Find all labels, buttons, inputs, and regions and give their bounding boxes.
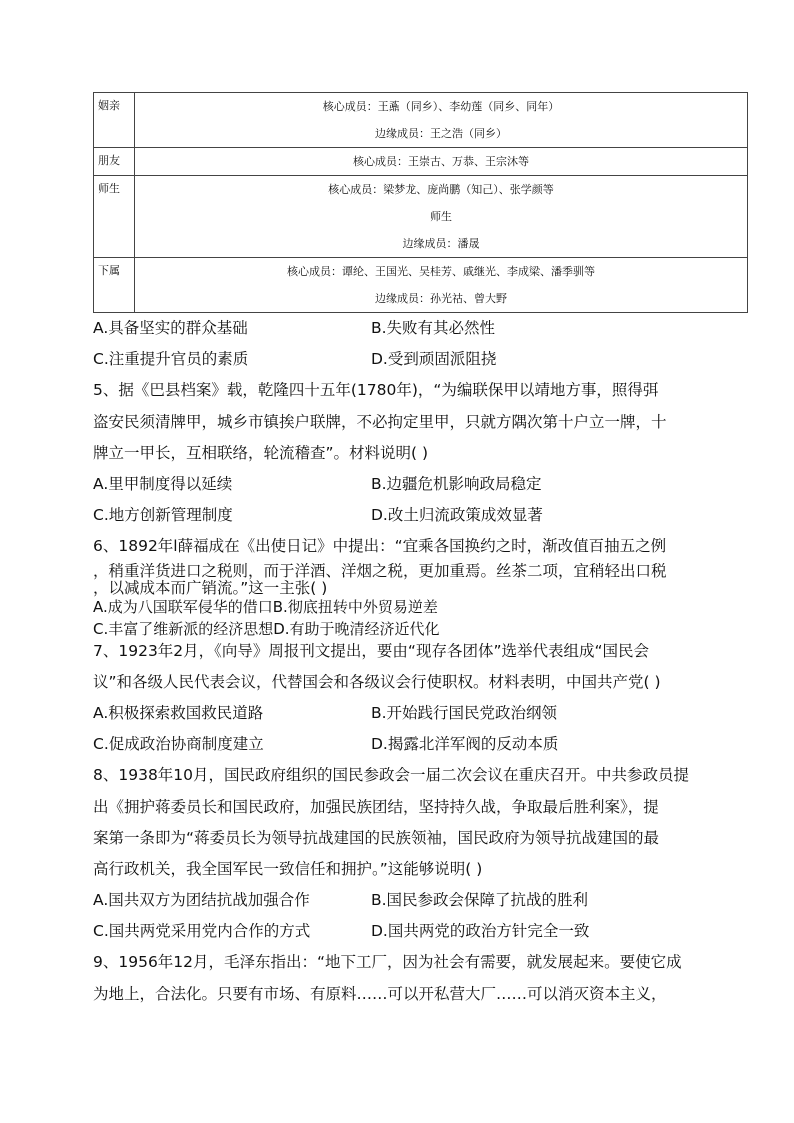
q4-option-d: D.受到顽固派阻挠 bbox=[371, 350, 497, 368]
q8-stem-line: 8、1938年10月，国民政府组织的国民参政会一届二次会议在重庆召开。中共参政员提 bbox=[93, 766, 690, 784]
q5-option-b: B.边疆危机影响政局稳定 bbox=[371, 475, 542, 493]
q5-option-a: A.里甲制度得以延续 bbox=[93, 475, 233, 493]
table-line: 师生 bbox=[430, 210, 452, 223]
q6-stem-line: ，以减成本而广销流。”这一主张( ) bbox=[93, 579, 328, 597]
q8-stem-line: 出《拥护蒋委员长和国民政府，加强民族团结，坚持持久战，争取最后胜利案》，提 bbox=[93, 798, 659, 816]
table-line: 核心成员：王崇古、万恭、王宗沐等 bbox=[353, 155, 529, 168]
q5-option-c: C.地方创新管理制度 bbox=[93, 506, 233, 524]
table-line: 核心成员：王鼒（同乡）、李幼莲（同乡、同年） bbox=[322, 100, 560, 113]
q7-option-d: D.揭露北洋军阀的反动本质 bbox=[371, 735, 559, 753]
q9-stem-line: 为地上，合法化。只要有市场、有原料……可以开私营大厂……可以消灭资本主义， bbox=[93, 985, 667, 1003]
q4-option-b: B.失败有其必然性 bbox=[371, 319, 496, 337]
table-row bbox=[94, 176, 748, 258]
table-category-cell: 姻亲 bbox=[94, 93, 135, 148]
q7-stem-line: 7、1923年2月，《向导》周报刊文提出，要由“现存各团体”选举代表组成“国民会 bbox=[93, 642, 650, 660]
q8-stem-line: 高行政机关，我全国军民一致信任和拥护。”这能够说明( ) bbox=[93, 860, 483, 878]
table-category-cell: 下属 bbox=[94, 258, 135, 313]
table-content-cell bbox=[135, 93, 748, 148]
q4-option-c: C.注重提升官员的素质 bbox=[93, 350, 249, 368]
table-content-cell bbox=[135, 176, 748, 258]
table-line: 边缘成员：王之浩（同乡） bbox=[375, 127, 507, 140]
table-content-cell bbox=[135, 258, 748, 313]
table-line: 边缘成员：孙光祜、曾大野 bbox=[375, 292, 507, 305]
q5-option-d: D.改土归流政策成效显著 bbox=[371, 506, 543, 524]
q8-stem-line: 案第一条即为“蒋委员长为领导抗战建国的民族领袖，国民政府为领导抗战建国的最 bbox=[93, 829, 660, 847]
q7-option-c: C.促成政治协商制度建立 bbox=[93, 735, 264, 753]
q8-option-b: B.国民参政会保障了抗战的胜利 bbox=[371, 891, 589, 909]
relationship-table bbox=[93, 92, 748, 313]
q5-stem-line: 盗安民须清牌甲，城乡市镇挨户联牌，不必拘定里甲，只就方隅次第十户立一牌，十 bbox=[93, 413, 667, 431]
q9-stem-line: 9、1956年12月，毛泽东指出：“地下工厂，因为社会有需要，就发展起来。要使它成 bbox=[93, 953, 682, 971]
q8-option-c: C.国共两党采用党内合作的方式 bbox=[93, 922, 311, 940]
q7-stem-line: 议”和各级人民代表会议，代替国会和各级议会行使职权。材料表明，中国共产党( ) bbox=[93, 673, 661, 691]
table-content-cell bbox=[135, 148, 748, 176]
q6-option-cd: C.丰富了维新派的经济思想D.有助于晚清经济近代化 bbox=[93, 620, 440, 638]
q5-stem-line: 牌立一甲长，互相联络，轮流稽查”。材料说明( ) bbox=[93, 444, 429, 462]
q7-option-b: B.开始践行国民党政治纲领 bbox=[371, 704, 558, 722]
q6-stem-line: ，稍重洋货进口之税则，而于洋酒、洋烟之税，更加重焉。丝茶二项，宜稍轻出口税 bbox=[93, 562, 667, 580]
q6-stem-line: 6、1892年l薛福成在《出使日记》中提出：“宜乘各国换约之时，渐改值百抽五之例 bbox=[93, 537, 667, 555]
q8-option-d: D.国共两党的政治方针完全一致 bbox=[371, 922, 590, 940]
table-category-cell: 朋友 bbox=[94, 148, 135, 176]
q5-stem-line: 5、据《巴县档案》载，乾隆四十五年(1780年)，“为编联保甲以靖地方事，照得弭 bbox=[93, 381, 659, 399]
table-row bbox=[94, 93, 748, 148]
q6-option-ab: A.成为八国联军侵华的借口B.彻底扭转中外贸易逆差 bbox=[93, 598, 438, 616]
q4-option-a: A.具备坚实的群众基础 bbox=[93, 319, 248, 337]
table-row bbox=[94, 148, 748, 176]
q8-option-a: A.国共双方为团结抗战加强合作 bbox=[93, 891, 310, 909]
table-line: 核心成员：谭纶、王国光、吴桂芳、戚继光、李成梁、潘季驯等 bbox=[287, 265, 595, 278]
table-category-cell: 师生 bbox=[94, 176, 135, 258]
table-line: 核心成员：梁梦龙、庞尚鹏（知己）、张学颜等 bbox=[328, 183, 554, 196]
q7-option-a: A.积极探索救国救民道路 bbox=[93, 704, 264, 722]
table-line: 边缘成员：潘晟 bbox=[402, 237, 480, 250]
table-row bbox=[94, 258, 748, 313]
